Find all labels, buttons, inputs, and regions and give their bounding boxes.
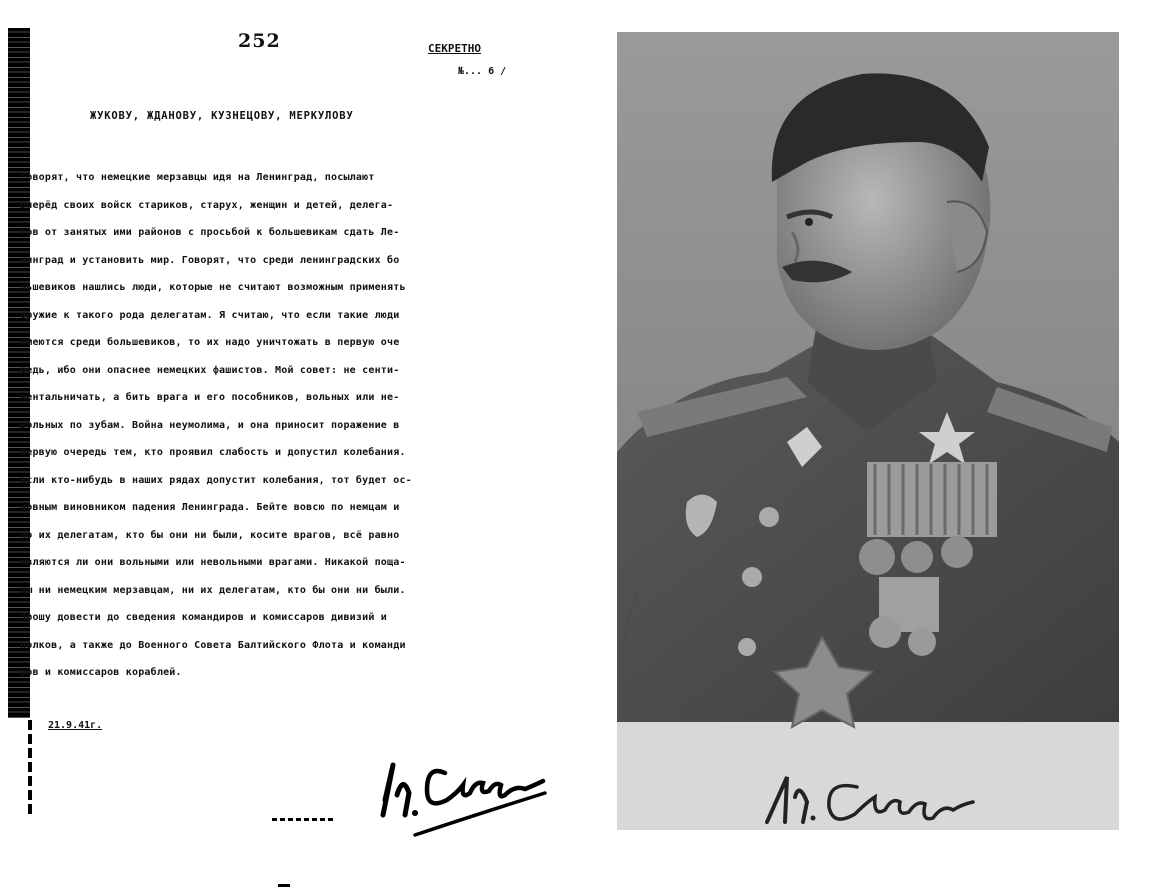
body-line: ды ни немецким мерзавцам, ни их делегатам, кто бы они ни были. <box>20 584 406 596</box>
body-line: новным виновником падения Ленинграда. Бейте вовсю по немцам и <box>20 502 400 513</box>
body-line: полков, а также до Военного Совета Балтийского Флота и команди <box>20 639 406 651</box>
portrait-photo <box>617 32 1119 830</box>
body-line: первую очередь тем, кто проявил слабость и допустил колебания. <box>20 447 406 458</box>
body-line: Говорят, что немецкие мерзавцы идя на Ленинград, посылают <box>20 172 375 183</box>
body-line: ров и комиссаров кораблей. <box>20 667 182 678</box>
body-line: являются ли они вольными или невольными врагами. Никакой поща- <box>20 557 406 568</box>
body-line: льшевиков нашлись люди, которые не считают возможным применять <box>20 282 406 293</box>
addressee-line: ЖУКОВУ, ЖДАНОВУ, КУЗНЕЦОВУ, МЕРКУЛОВУ <box>90 110 354 122</box>
body-line: оружие к такого рода делегатам. Я считаю, что если такие люди <box>20 309 400 321</box>
body-line: вольных по зубам. Война неумолима, и она приносит поражение в <box>20 419 400 431</box>
page-number: 252 <box>238 30 281 52</box>
document-body <box>20 164 570 687</box>
scan-left-edge-lower <box>28 720 32 815</box>
secret-stamp-number: №... 6 / <box>458 66 507 77</box>
body-line: ментальничать, а бить врага и его пособников, вольных или не- <box>20 392 400 403</box>
body-line: тов от занятых ими районов с просьбой к большевикам сдать Ле- <box>20 227 400 238</box>
secret-stamp: СЕКРЕТНО <box>428 42 481 55</box>
body-line: имеются среди большевиков, то их надо уничтожать в первую оче <box>20 337 400 348</box>
bottom-mark <box>278 884 290 887</box>
portrait-illustration <box>617 32 1119 830</box>
dashed-mark <box>272 818 334 821</box>
document-date: 21.9.41г. <box>48 720 103 731</box>
body-line: нинград и установить мир. Говорят, что среди ленинградских бо <box>20 254 400 266</box>
body-line: Если кто-нибудь в наших рядах допустит колебания, тот будет ос- <box>20 474 412 486</box>
body-line: редь, ибо они опаснее немецких фашистов. Мой совет: не сенти- <box>20 364 400 376</box>
handwritten-signature <box>375 745 560 845</box>
body-line: по их делегатам, кто бы они ни были, косите врагов, всё равно <box>20 529 400 541</box>
body-line: вперёд своих войск стариков, старух, женщин и детей, делега- <box>20 199 394 211</box>
body-line: Прошу довести до сведения командиров и комиссаров дивизий и <box>20 612 388 623</box>
